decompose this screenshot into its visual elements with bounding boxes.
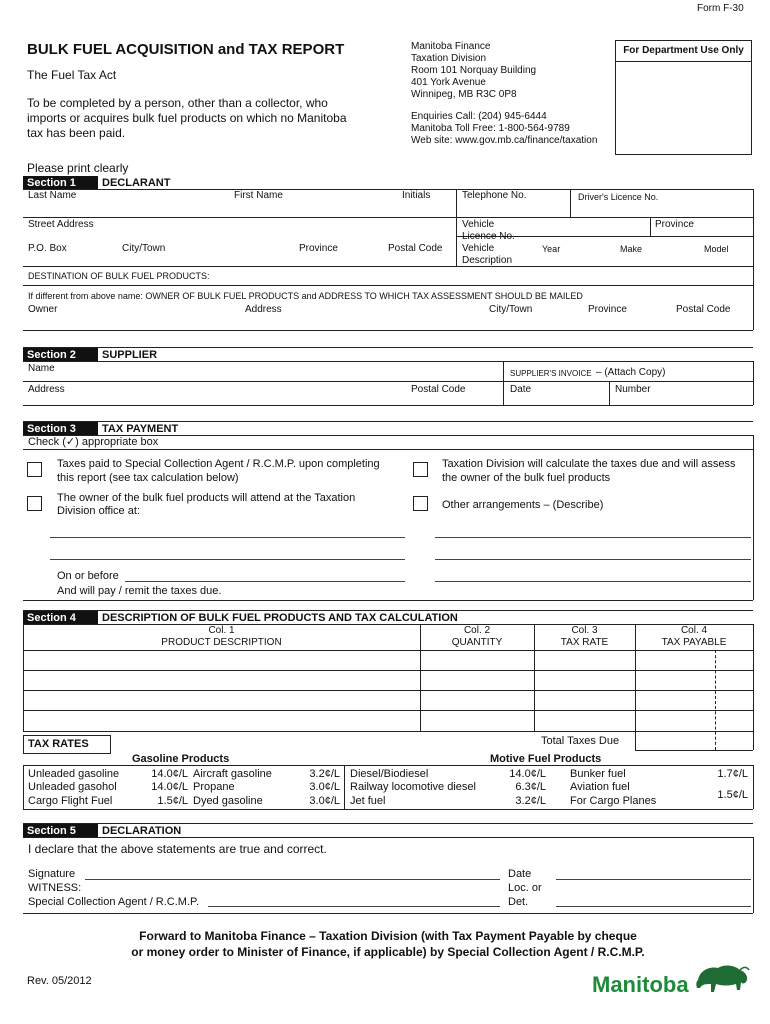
option-paid-to-agent-line-2: this report (see tax calculation below) xyxy=(57,472,239,484)
manitoba-logo xyxy=(592,962,752,1002)
option-attend-office-line-2: Division office at: xyxy=(57,505,140,517)
print-clearly-note: Please print clearly xyxy=(27,161,129,175)
model-label: Model xyxy=(704,244,729,254)
attach-copy-label: – (Attach Copy) xyxy=(596,367,666,378)
vehicle-province-label: Province xyxy=(655,219,694,230)
bunker-fuel-label: Bunker fuel xyxy=(570,768,626,780)
drivers-licence-label: Driver's Licence No. xyxy=(578,192,659,202)
agent-label: Special Collection Agent / R.C.M.P. xyxy=(28,896,199,908)
loc-or-label: Loc. or xyxy=(508,882,542,894)
dyed-gasoline-label: Dyed gasoline xyxy=(193,795,263,807)
manitoba-wordmark: Manitoba xyxy=(592,972,689,997)
owner-province-label: Province xyxy=(588,304,627,315)
owner-address-note: If different from above name: OWNER OF BULK FUEL PRODUCTS and ADDRESS TO WHICH TAX ASSESSMENT SHOULD BE MAILED xyxy=(28,291,583,301)
supplier-address-label: Address xyxy=(28,384,65,395)
option-division-calculates-checkbox[interactable] xyxy=(413,462,428,477)
declaration-statement: I declare that the above statements are true and correct. xyxy=(28,842,327,856)
invoice-number-label: Number xyxy=(615,384,651,395)
form-number: Form F-30 xyxy=(697,3,744,14)
jet-fuel-rate: 3.2¢/L xyxy=(515,795,546,807)
section-3-tag: Section 3 xyxy=(23,422,98,435)
telephone-label: Telephone No. xyxy=(462,190,527,201)
aviation-fuel-rate: 1.5¢/L xyxy=(717,789,748,801)
railway-diesel-label: Railway locomotive diesel xyxy=(350,781,476,793)
destination-label: DESTINATION OF BULK FUEL PRODUCTS: xyxy=(28,271,210,281)
supplier-postal-label: Postal Code xyxy=(411,384,466,395)
signature-line[interactable] xyxy=(85,879,500,880)
invoice-date-label: Date xyxy=(510,384,532,395)
dyed-gasoline-rate: 3.0¢/L xyxy=(309,795,340,807)
gasoline-products-heading: Gasoline Products xyxy=(132,753,230,765)
forward-instruction-line-1: Forward to Manitoba Finance – Taxation Division (with Tax Payment Payable by cheque xyxy=(139,929,637,943)
unleaded-gasohol-label: Unleaded gasohol xyxy=(28,781,117,793)
tax-rates-box xyxy=(23,735,111,754)
on-or-before-date-line[interactable] xyxy=(125,581,405,582)
option-other-arrangements-label: Other arrangements – (Describe) xyxy=(442,499,604,511)
supplier-name-label: Name xyxy=(28,363,55,374)
aircraft-gasoline-label: Aircraft gasoline xyxy=(193,768,272,780)
check-box-instruction: Check (✓) appropriate box xyxy=(28,436,159,448)
other-arrangements-line-2[interactable] xyxy=(435,559,751,560)
option-division-calculates-line-2: the owner of the bulk fuel products xyxy=(442,472,611,484)
aircraft-gasoline-rate: 3.2¢/L xyxy=(309,768,340,780)
section-2-tag: Section 2 xyxy=(23,348,98,361)
option-paid-to-agent-line-1: Taxes paid to Special Collection Agent / R.C.M.P. upon completing xyxy=(57,458,380,470)
enquiries-info: Enquiries Call: (204) 945-6444 Manitoba Toll Free: 1-800-564-9789 Web site: www.gov.mb.ca/finance/taxation xyxy=(411,111,598,146)
col-4-number: Col. 4 xyxy=(680,625,708,636)
forward-instruction-line-2: or money order to Minister of Finance, if applicable) by Special Collection Agent / R.C.M.P. xyxy=(131,945,645,959)
aviation-fuel-label: Aviation fuel xyxy=(570,781,630,793)
province-label: Province xyxy=(299,243,338,254)
unleaded-gasoline-rate: 14.0¢/L xyxy=(151,768,188,780)
section-1-title: DECLARANT xyxy=(102,177,171,189)
on-or-before-label: On or before xyxy=(57,570,119,582)
vehicle-licence-label-2: Licence No. xyxy=(462,231,515,242)
office-address-line-1[interactable] xyxy=(50,537,405,538)
section-4-tag: Section 4 xyxy=(23,611,98,624)
signature-label: Signature xyxy=(28,868,76,880)
make-label: Make xyxy=(620,244,643,254)
office-address-line-2[interactable] xyxy=(50,559,405,560)
witness-label: WITNESS: xyxy=(28,882,82,894)
owner-city-label: City/Town xyxy=(489,304,533,315)
form-title: BULK FUEL ACQUISITION and TAX REPORT xyxy=(27,41,345,58)
propane-label: Propane xyxy=(193,781,235,793)
supplier-invoice-label: SUPPLIER'S INVOICE xyxy=(510,369,592,378)
postal-code-label: Postal Code xyxy=(388,243,443,254)
will-pay-label: And will pay / remit the taxes due. xyxy=(57,585,222,597)
first-name-label: First Name xyxy=(234,190,283,201)
declaration-date-line[interactable] xyxy=(556,879,751,880)
section-5-title: DECLARATION xyxy=(102,825,182,837)
department-use-box xyxy=(615,40,752,155)
department-use-label: For Department Use Only xyxy=(616,41,751,62)
vehicle-description-label-1: Vehicle xyxy=(462,243,495,254)
city-town-label: City/Town xyxy=(122,243,166,254)
bunker-fuel-rate: 1.7¢/L xyxy=(717,768,748,780)
diesel-label: Diesel/Biodiesel xyxy=(350,768,429,780)
cargo-planes-label: For Cargo Planes xyxy=(570,795,657,807)
col-3-header: TAX RATE xyxy=(560,637,609,648)
street-address-label: Street Address xyxy=(28,219,94,230)
cargo-flight-fuel-label: Cargo Flight Fuel xyxy=(28,795,113,807)
option-attend-office-checkbox[interactable] xyxy=(27,496,42,511)
diesel-rate: 14.0¢/L xyxy=(509,768,546,780)
option-paid-to-agent-checkbox[interactable] xyxy=(27,462,42,477)
intro-line-1: To be completed by a person, other than a collector, who xyxy=(27,96,328,110)
col-1-header: PRODUCT DESCRIPTION xyxy=(161,637,282,648)
detachment-line[interactable] xyxy=(556,906,751,907)
act-name: The Fuel Tax Act xyxy=(27,68,117,82)
col-4-header: TAX PAYABLE xyxy=(661,637,727,648)
col-3-number: Col. 3 xyxy=(571,625,598,636)
initials-label: Initials xyxy=(402,190,431,201)
option-division-calculates-line-1: Taxation Division will calculate the taxes due and will assess xyxy=(442,458,736,470)
agent-signature-line[interactable] xyxy=(208,906,500,907)
revision-date: Rev. 05/2012 xyxy=(27,975,92,987)
total-taxes-due-label: Total Taxes Due xyxy=(541,735,620,747)
det-label: Det. xyxy=(508,896,529,908)
option-attend-office-line-1: The owner of the bulk fuel products will attend at the Taxation xyxy=(57,492,356,504)
intro-line-3: tax has been paid. xyxy=(27,126,126,140)
intro-line-2: imports or acquires bulk fuel products on which no Manitoba xyxy=(27,111,347,125)
railway-diesel-rate: 6.3¢/L xyxy=(515,781,546,793)
section-5-tag: Section 5 xyxy=(23,824,98,837)
owner-label: Owner xyxy=(28,304,58,315)
other-arrangements-line-1[interactable] xyxy=(435,537,751,538)
col-2-header: QUANTITY xyxy=(451,637,503,648)
declaration-date-label: Date xyxy=(508,868,532,880)
po-box-label: P.O. Box xyxy=(28,243,67,254)
section-4-title: DESCRIPTION OF BULK FUEL PRODUCTS AND TAX CALCULATION xyxy=(102,612,458,624)
owner-postal-label: Postal Code xyxy=(676,304,731,315)
cargo-flight-fuel-rate: 1.5¢/L xyxy=(157,795,188,807)
propane-rate: 3.0¢/L xyxy=(309,781,340,793)
other-arrangements-line-3[interactable] xyxy=(435,581,751,582)
unleaded-gasoline-label: Unleaded gasoline xyxy=(28,768,120,780)
unleaded-gasohol-rate: 14.0¢/L xyxy=(151,781,188,793)
section-1-tag: Section 1 xyxy=(23,176,98,189)
owner-address-label: Address xyxy=(245,304,282,315)
jet-fuel-label: Jet fuel xyxy=(350,795,386,807)
tax-rates-label: TAX RATES xyxy=(28,738,89,750)
motive-fuel-products-heading: Motive Fuel Products xyxy=(490,753,602,765)
office-address: Manitoba Finance Taxation Division Room 101 Norquay Building 401 York Avenue Winnipeg, MB R3C 0P8 xyxy=(411,41,537,100)
section-2-title: SUPPLIER xyxy=(102,349,158,361)
col-2-number: Col. 2 xyxy=(463,625,491,636)
option-other-arrangements-checkbox[interactable] xyxy=(413,496,428,511)
col-1-number: Col. 1 xyxy=(208,625,235,636)
section-3-title: TAX PAYMENT xyxy=(102,423,179,435)
last-name-label: Last Name xyxy=(28,190,77,201)
vehicle-description-label-2: Description xyxy=(462,255,513,266)
vehicle-licence-label-1: Vehicle xyxy=(462,219,495,230)
bison-icon xyxy=(692,962,750,998)
year-label: Year xyxy=(542,244,561,254)
